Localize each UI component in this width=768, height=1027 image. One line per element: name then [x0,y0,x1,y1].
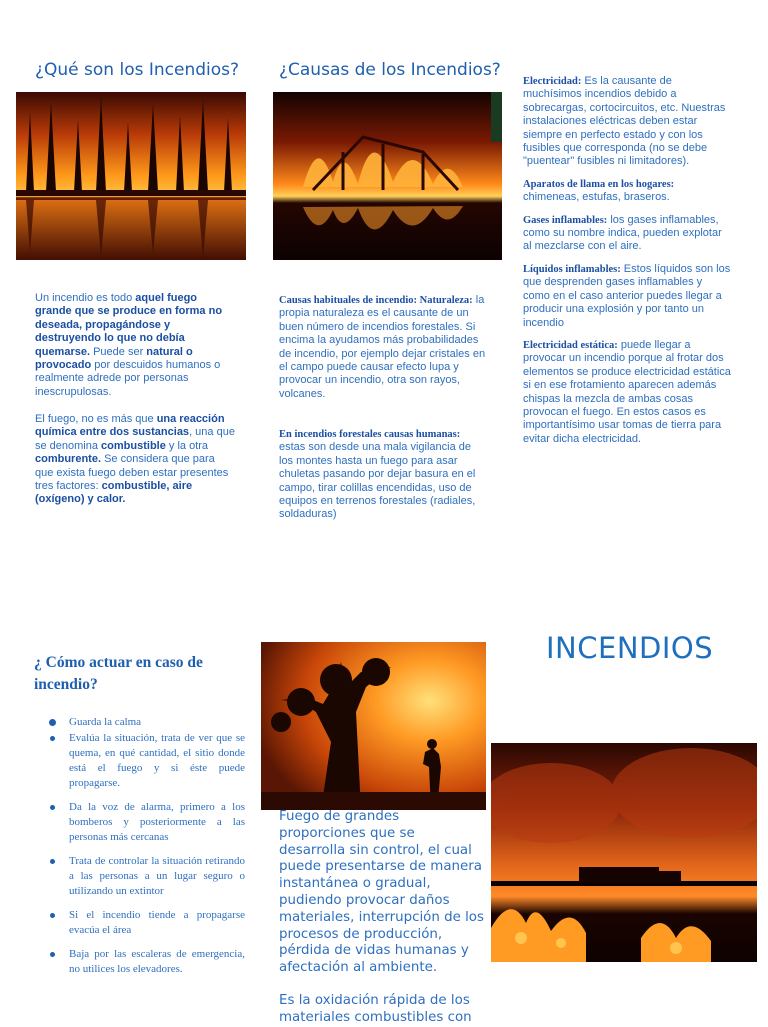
label-aparatos: Aparatos de llama en los hogares: [523,178,675,190]
bullet-icon [50,913,55,918]
title-como-actuar: ¿ Cómo actuar en caso de incendio? [34,654,203,693]
text-span: por descuidos humanos o realmente adrede por personas inescrupulosas. [35,359,221,398]
como-actuar-list [34,715,245,986]
list-item-text: Trata de controlar la situación retirando a las personas a un lugar seguro o utilizando un extintor [69,855,245,897]
bullet-icon [49,719,56,726]
list-item [34,715,245,730]
item-liquidos [523,263,731,330]
list-item-text: Evalúa la situación, trata de ver que se quema, en qué cantidad, el sitio donde está el fuego y si éste puede propagarse. [69,732,245,789]
que-son-paragraph-2 [35,413,235,507]
definicion-paragraph-1: Fuego de grandes proporciones que se desarrolla sin control, el cual puede presentarse de manera instantánea o gradual, pudiendo provocar daños materiales, interrupción de los procesos de producción, pérdida de vidas humanas y afectación al ambiente. [279,809,484,976]
list-item-text: Si el incendio tiende a propagarse evacúa el área [69,909,245,936]
wildfire-truck-image [491,743,757,962]
item-estatica [523,339,731,446]
causas-habituales [279,294,486,401]
list-item [34,731,245,791]
label-electricidad: Electricidad: [523,76,582,87]
col3-text [523,75,731,446]
list-item [34,800,245,845]
text-span: Puede ser [90,345,147,358]
text-span: y la otra [165,439,209,452]
main-title: INCENDIOS [546,631,714,665]
label-naturaleza: Causas habituales de incendio: Naturaleza: [279,295,473,306]
label-estatica: Electricidad estática: [523,339,618,351]
text-span: estas son desde una mala vigilancia de los montes hasta un fuego para asar chuletas pasando por dejar basura en el campo, tirar colillas encendidas, uso de equipos en terrenos forestales (radiales, soldaduras) [279,441,476,521]
bullet-icon [50,952,55,957]
list-item [34,854,245,899]
label-liquidos: Líquidos inflamables: [523,263,621,275]
incendio-definicion [279,809,484,1027]
item-aparatos [523,178,731,205]
text-span: El fuego, no es más que [35,413,157,425]
spacer [279,977,484,993]
list-item [34,908,245,938]
text-bold: combustible, aire (oxígeno) y calor. [35,480,193,506]
text-span: chimeneas, estufas, braseros. [523,191,670,204]
text-span: Se considera que para que exista fuego deben estar presentes tres factores: [35,453,229,493]
que-son-paragraph-1 [35,292,235,399]
text-span: , una que se denomina [35,426,235,452]
bullet-icon [50,859,55,864]
text-span: la propia naturaleza es el causante de un buen número de incendios forestales. Si encima la ayudamos más probabilidades de incendio, por ejemplo dejar cristales en el campo puede causar efecto lupa y provocar un incendio, otra son rayos, volcanes. [279,294,486,400]
text-span: los gases inflamables, como su nombre indica, pueden explotar al mezclarse con el aire. [523,213,722,253]
text-bold: aquel fuego grande que se produce en forma no deseada, propagándose y destruyendo lo que no debía quemarse. [35,292,223,358]
item-electricidad [523,75,731,169]
title-causas: ¿Causas de los Incendios? [279,60,501,80]
causas-humanas [279,428,486,522]
text-bold: natural o provocado [35,345,193,372]
label-causas-humanas: En incendios forestales causas humanas: [279,429,461,440]
text-span: Es la causante de muchísimos incendios debido a sobrecargas, cortocircuitos, etc. Nuestras instalaciones eléctricas deben estar siempre en perfecto estado y con los fusibles que corresponda (no se debe "puentear" fusibles ni limitadores). [523,75,726,168]
bullet-icon [50,736,55,741]
forest-fire-lake-image [16,92,246,260]
list-item-text: Baja por las escaleras de emergencia, no utilices los elevadores. [69,948,245,975]
list-item [34,947,245,977]
text-span: Estos líquidos son los que desprenden gases inflamables y como en el caso anterior puedes llegar a producir una explosión y por tanto un incendio [523,262,731,329]
title-que-son: ¿Qué son los Incendios? [35,60,240,80]
burning-house-image [273,92,502,260]
bullet-icon [50,805,55,810]
text-bold: comburente. [35,453,102,466]
label-gases: Gases inflamables: [523,214,608,226]
text-span: puede llegar a provocar un incendio porque al frotar dos elementos se produce electricidad estática si en ese frotamiento aparecen además chispas la mezcla de ambas cosas provocan el fuego. En estos casos es importantísimo usar tomas de tierra para evitar dicha electricidad. [523,338,731,445]
text-span: Un incendio es todo [35,292,136,304]
firefighter-tree-image [261,642,486,810]
definicion-paragraph-2: Es la oxidación rápida de los materiales combustibles con [279,992,472,1025]
list-item-text: Da la voz de alarma, primero a los bomberos y posteriormente a las personas más cercanas [69,801,245,843]
text-bold: combustible [101,439,166,452]
item-gases [523,214,731,254]
text-bold: una reacción química entre dos sustancias [35,413,225,439]
list-item-text: Guarda la calma [69,716,142,728]
